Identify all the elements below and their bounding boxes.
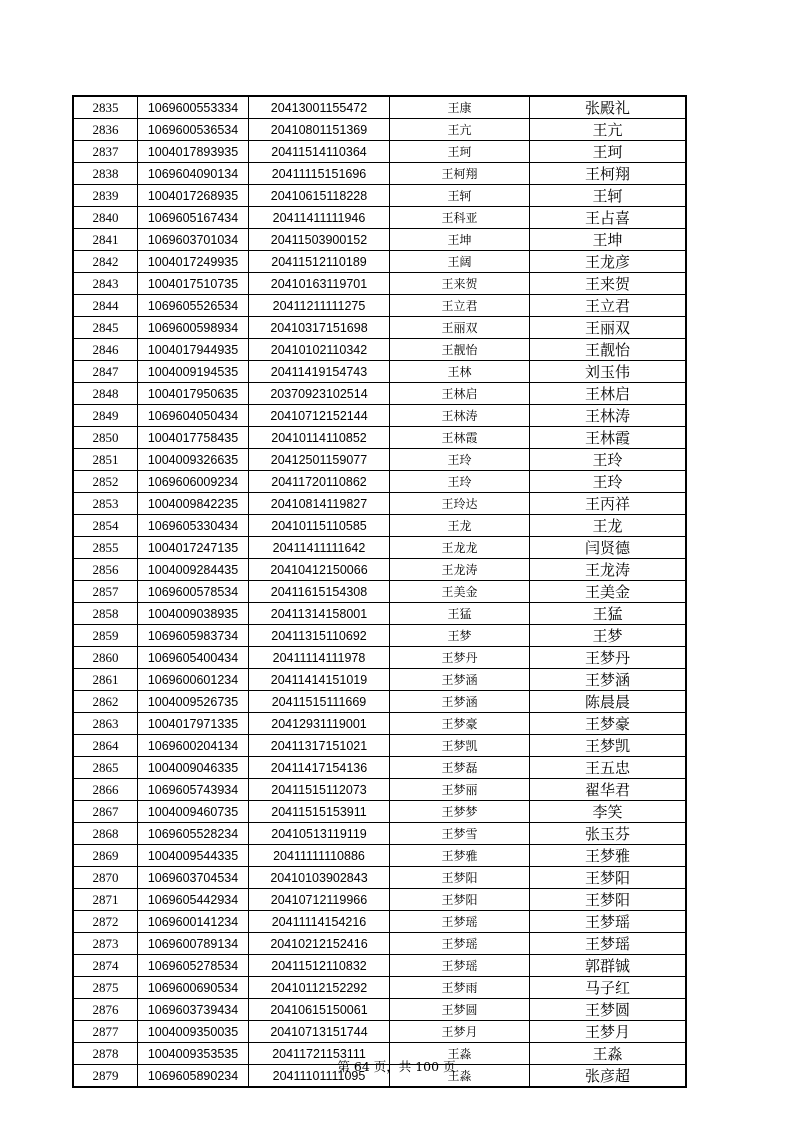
cell-name-2: 王梦阳 — [530, 889, 687, 911]
cell-seq: 2864 — [73, 735, 138, 757]
cell-name-2: 王梦凯 — [530, 735, 687, 757]
cell-id: 20411115151696 — [249, 163, 390, 185]
cell-name-2: 王梦丹 — [530, 647, 687, 669]
cell-seq: 2849 — [73, 405, 138, 427]
cell-name: 王梦月 — [390, 1021, 530, 1043]
table-row — [73, 163, 686, 185]
cell-id: 20410713151744 — [249, 1021, 390, 1043]
table-row — [73, 581, 686, 603]
cell-name: 王玲 — [390, 471, 530, 493]
cell-seq: 2863 — [73, 713, 138, 735]
cell-id: 20411315110692 — [249, 625, 390, 647]
cell-name: 王梦豪 — [390, 713, 530, 735]
table-row — [73, 625, 686, 647]
cell-id: 20410615118228 — [249, 185, 390, 207]
table-row — [73, 383, 686, 405]
cell-code: 1004017950635 — [138, 383, 249, 405]
table-row — [73, 889, 686, 911]
cell-name-2: 王龙彦 — [530, 251, 687, 273]
table-row — [73, 427, 686, 449]
cell-name: 王梦丹 — [390, 647, 530, 669]
cell-name-2: 王轲 — [530, 185, 687, 207]
cell-seq: 2861 — [73, 669, 138, 691]
table-row — [73, 207, 686, 229]
cell-name: 王梦瑶 — [390, 955, 530, 977]
cell-code: 1069604090134 — [138, 163, 249, 185]
cell-code: 1069604050434 — [138, 405, 249, 427]
cell-id: 20410114110852 — [249, 427, 390, 449]
cell-code: 1004017510735 — [138, 273, 249, 295]
cell-name-2: 刘玉伟 — [530, 361, 687, 383]
cell-id: 20410212152416 — [249, 933, 390, 955]
cell-name: 王玲 — [390, 449, 530, 471]
cell-seq: 2839 — [73, 185, 138, 207]
cell-code: 1069600536534 — [138, 119, 249, 141]
cell-name-2: 王梦瑶 — [530, 911, 687, 933]
cell-seq: 2856 — [73, 559, 138, 581]
cell-name-2: 张彦超 — [530, 1065, 687, 1088]
table-row — [73, 999, 686, 1021]
cell-id: 20411419154743 — [249, 361, 390, 383]
cell-code: 1069600598934 — [138, 317, 249, 339]
cell-id: 20411721153111 — [249, 1043, 390, 1065]
cell-id: 20411314158001 — [249, 603, 390, 625]
cell-seq: 2860 — [73, 647, 138, 669]
cell-name: 王龙龙 — [390, 537, 530, 559]
table-row — [73, 96, 686, 119]
cell-code: 1069605278534 — [138, 955, 249, 977]
cell-name: 王梦梦 — [390, 801, 530, 823]
cell-seq: 2837 — [73, 141, 138, 163]
cell-id: 20410801151369 — [249, 119, 390, 141]
cell-name: 王猛 — [390, 603, 530, 625]
cell-name-2: 王梦圆 — [530, 999, 687, 1021]
cell-code: 1069600578534 — [138, 581, 249, 603]
table-row — [73, 537, 686, 559]
cell-name: 王梦凯 — [390, 735, 530, 757]
cell-id: 20370923102514 — [249, 383, 390, 405]
cell-name-2: 王立君 — [530, 295, 687, 317]
table-row — [73, 735, 686, 757]
table-row — [73, 933, 686, 955]
cell-name: 王丽双 — [390, 317, 530, 339]
cell-name: 王玲达 — [390, 493, 530, 515]
cell-name-2: 王靓怡 — [530, 339, 687, 361]
cell-name-2: 王猛 — [530, 603, 687, 625]
cell-code: 1069600204134 — [138, 735, 249, 757]
cell-name: 王林 — [390, 361, 530, 383]
table-row — [73, 955, 686, 977]
cell-id: 20410102110342 — [249, 339, 390, 361]
cell-seq: 2857 — [73, 581, 138, 603]
cell-code: 1069600553334 — [138, 96, 249, 119]
cell-seq: 2852 — [73, 471, 138, 493]
table-row — [73, 823, 686, 845]
cell-code: 1069603739434 — [138, 999, 249, 1021]
cell-seq: 2835 — [73, 96, 138, 119]
cell-seq: 2867 — [73, 801, 138, 823]
cell-code: 1004009046335 — [138, 757, 249, 779]
cell-seq: 2836 — [73, 119, 138, 141]
cell-code: 1004009353535 — [138, 1043, 249, 1065]
cell-id: 20410317151698 — [249, 317, 390, 339]
cell-name: 王梦磊 — [390, 757, 530, 779]
table-row — [73, 471, 686, 493]
cell-seq: 2870 — [73, 867, 138, 889]
table-row — [73, 119, 686, 141]
cell-code: 1004017758435 — [138, 427, 249, 449]
cell-code: 1004017268935 — [138, 185, 249, 207]
cell-seq: 2858 — [73, 603, 138, 625]
cell-code: 1069605330434 — [138, 515, 249, 537]
cell-id: 20410814119827 — [249, 493, 390, 515]
cell-name: 王美金 — [390, 581, 530, 603]
cell-name: 王轲 — [390, 185, 530, 207]
cell-code: 1069605743934 — [138, 779, 249, 801]
cell-id: 20411417154136 — [249, 757, 390, 779]
cell-seq: 2851 — [73, 449, 138, 471]
cell-seq: 2877 — [73, 1021, 138, 1043]
cell-name: 王阔 — [390, 251, 530, 273]
cell-seq: 2844 — [73, 295, 138, 317]
cell-seq: 2838 — [73, 163, 138, 185]
table-row — [73, 647, 686, 669]
cell-name-2: 王美金 — [530, 581, 687, 603]
cell-seq: 2868 — [73, 823, 138, 845]
table-row — [73, 515, 686, 537]
cell-name-2: 闫贤德 — [530, 537, 687, 559]
table-row — [73, 867, 686, 889]
cell-seq: 2848 — [73, 383, 138, 405]
cell-id: 20410412150066 — [249, 559, 390, 581]
cell-name-2: 王梦涵 — [530, 669, 687, 691]
cell-id: 20411111110886 — [249, 845, 390, 867]
table-row — [73, 339, 686, 361]
cell-code: 1069605167434 — [138, 207, 249, 229]
cell-name-2: 王玲 — [530, 471, 687, 493]
cell-id: 20411114111978 — [249, 647, 390, 669]
cell-name-2: 王梦瑶 — [530, 933, 687, 955]
cell-seq: 2874 — [73, 955, 138, 977]
table-row — [73, 449, 686, 471]
cell-name-2: 王梦 — [530, 625, 687, 647]
cell-seq: 2866 — [73, 779, 138, 801]
cell-id: 20410115110585 — [249, 515, 390, 537]
cell-code: 1069603701034 — [138, 229, 249, 251]
cell-name: 王林涛 — [390, 405, 530, 427]
table-row — [73, 669, 686, 691]
table-row — [73, 185, 686, 207]
cell-code: 1004009194535 — [138, 361, 249, 383]
cell-name: 王梦阳 — [390, 867, 530, 889]
cell-name: 王梦雪 — [390, 823, 530, 845]
cell-seq: 2859 — [73, 625, 138, 647]
cell-seq: 2871 — [73, 889, 138, 911]
cell-name-2: 王珂 — [530, 141, 687, 163]
cell-code: 1004009842235 — [138, 493, 249, 515]
table-row — [73, 493, 686, 515]
cell-id: 20411211111275 — [249, 295, 390, 317]
cell-name: 王坤 — [390, 229, 530, 251]
cell-code: 1069600789134 — [138, 933, 249, 955]
cell-name: 王亢 — [390, 119, 530, 141]
table-row — [73, 757, 686, 779]
cell-name: 王科亚 — [390, 207, 530, 229]
cell-code: 1069600690534 — [138, 977, 249, 999]
cell-name-2: 郭群铖 — [530, 955, 687, 977]
cell-seq: 2855 — [73, 537, 138, 559]
cell-id: 20411411111946 — [249, 207, 390, 229]
cell-name: 王龙 — [390, 515, 530, 537]
cell-id: 20411615154308 — [249, 581, 390, 603]
table-row — [73, 977, 686, 999]
cell-seq: 2845 — [73, 317, 138, 339]
cell-name: 王龙涛 — [390, 559, 530, 581]
records-table — [72, 95, 687, 1088]
records-table-body — [73, 96, 686, 1087]
cell-id: 20411515112073 — [249, 779, 390, 801]
cell-code: 1069605526534 — [138, 295, 249, 317]
cell-seq: 2865 — [73, 757, 138, 779]
cell-seq: 2869 — [73, 845, 138, 867]
cell-name-2: 王坤 — [530, 229, 687, 251]
cell-name: 王梦雨 — [390, 977, 530, 999]
table-row — [73, 779, 686, 801]
cell-name-2: 李笑 — [530, 801, 687, 823]
cell-seq: 2878 — [73, 1043, 138, 1065]
cell-id: 20411503900152 — [249, 229, 390, 251]
cell-code: 1004009526735 — [138, 691, 249, 713]
cell-seq: 2873 — [73, 933, 138, 955]
cell-seq: 2850 — [73, 427, 138, 449]
cell-id: 20410615150061 — [249, 999, 390, 1021]
table-row — [73, 295, 686, 317]
cell-seq: 2853 — [73, 493, 138, 515]
table-row — [73, 361, 686, 383]
cell-name-2: 陈晨晨 — [530, 691, 687, 713]
cell-name: 王梦瑶 — [390, 933, 530, 955]
cell-code: 1069603704534 — [138, 867, 249, 889]
cell-name-2: 王林启 — [530, 383, 687, 405]
table-row — [73, 273, 686, 295]
table-row — [73, 229, 686, 251]
table-row — [73, 603, 686, 625]
cell-code: 1004009326635 — [138, 449, 249, 471]
cell-name: 王来贺 — [390, 273, 530, 295]
cell-name-2: 王龙 — [530, 515, 687, 537]
cell-code: 1069606009234 — [138, 471, 249, 493]
table-row — [73, 713, 686, 735]
table-row — [73, 1021, 686, 1043]
table-row — [73, 911, 686, 933]
cell-seq: 2872 — [73, 911, 138, 933]
cell-code: 1069605442934 — [138, 889, 249, 911]
cell-id: 20410712152144 — [249, 405, 390, 427]
cell-id: 20411114154216 — [249, 911, 390, 933]
cell-id: 20411512110832 — [249, 955, 390, 977]
cell-seq: 2840 — [73, 207, 138, 229]
cell-id: 20412931119001 — [249, 713, 390, 735]
cell-name: 王梦阳 — [390, 889, 530, 911]
cell-name: 王淼 — [390, 1065, 530, 1088]
cell-code: 1069605983734 — [138, 625, 249, 647]
cell-seq: 2847 — [73, 361, 138, 383]
cell-id: 20411414151019 — [249, 669, 390, 691]
cell-name: 王立君 — [390, 295, 530, 317]
cell-id: 20411512110189 — [249, 251, 390, 273]
cell-code: 1069605890234 — [138, 1065, 249, 1088]
cell-code: 1069605528234 — [138, 823, 249, 845]
cell-id: 20411720110862 — [249, 471, 390, 493]
cell-code: 1004009460735 — [138, 801, 249, 823]
cell-name: 王柯翔 — [390, 163, 530, 185]
table-row — [73, 691, 686, 713]
cell-id: 20411515111669 — [249, 691, 390, 713]
cell-id: 20412501159077 — [249, 449, 390, 471]
cell-name: 王梦圆 — [390, 999, 530, 1021]
cell-id: 20411515153911 — [249, 801, 390, 823]
table-row — [73, 801, 686, 823]
table-row — [73, 141, 686, 163]
cell-code: 1004017944935 — [138, 339, 249, 361]
cell-id: 20411514110364 — [249, 141, 390, 163]
cell-id: 20410163119701 — [249, 273, 390, 295]
cell-code: 1004017893935 — [138, 141, 249, 163]
cell-seq: 2843 — [73, 273, 138, 295]
cell-seq: 2879 — [73, 1065, 138, 1088]
table-row — [73, 845, 686, 867]
cell-id: 20410513119119 — [249, 823, 390, 845]
cell-code: 1004017971335 — [138, 713, 249, 735]
cell-name-2: 翟华君 — [530, 779, 687, 801]
cell-id: 20411317151021 — [249, 735, 390, 757]
cell-seq: 2842 — [73, 251, 138, 273]
cell-seq: 2846 — [73, 339, 138, 361]
cell-name: 王靓怡 — [390, 339, 530, 361]
table-row — [73, 405, 686, 427]
cell-code: 1004009284435 — [138, 559, 249, 581]
table-row — [73, 251, 686, 273]
cell-name: 王林启 — [390, 383, 530, 405]
cell-name-2: 王玲 — [530, 449, 687, 471]
cell-id: 20413001155472 — [249, 96, 390, 119]
cell-id: 20410103902843 — [249, 867, 390, 889]
cell-name: 王林霞 — [390, 427, 530, 449]
cell-name-2: 王淼 — [530, 1043, 687, 1065]
cell-seq: 2876 — [73, 999, 138, 1021]
cell-name: 王珂 — [390, 141, 530, 163]
cell-name-2: 王来贺 — [530, 273, 687, 295]
cell-code: 1069600141234 — [138, 911, 249, 933]
cell-name-2: 王占喜 — [530, 207, 687, 229]
cell-code: 1004017249935 — [138, 251, 249, 273]
cell-name: 王梦瑶 — [390, 911, 530, 933]
cell-name: 王梦丽 — [390, 779, 530, 801]
cell-name-2: 王林涛 — [530, 405, 687, 427]
cell-name-2: 张玉芬 — [530, 823, 687, 845]
cell-name: 王梦雅 — [390, 845, 530, 867]
cell-name: 王梦涵 — [390, 669, 530, 691]
cell-seq: 2862 — [73, 691, 138, 713]
cell-id: 20410112152292 — [249, 977, 390, 999]
cell-name-2: 王梦阳 — [530, 867, 687, 889]
cell-name-2: 王丽双 — [530, 317, 687, 339]
cell-name-2: 王龙涛 — [530, 559, 687, 581]
cell-code: 1004009544335 — [138, 845, 249, 867]
cell-name-2: 王五忠 — [530, 757, 687, 779]
cell-name-2: 王梦豪 — [530, 713, 687, 735]
cell-name-2: 马子红 — [530, 977, 687, 999]
cell-name-2: 王柯翔 — [530, 163, 687, 185]
cell-seq: 2841 — [73, 229, 138, 251]
cell-name-2: 王林霞 — [530, 427, 687, 449]
cell-code: 1004017247135 — [138, 537, 249, 559]
cell-name-2: 王梦雅 — [530, 845, 687, 867]
cell-name-2: 王丙祥 — [530, 493, 687, 515]
cell-seq: 2875 — [73, 977, 138, 999]
cell-code: 1004009350035 — [138, 1021, 249, 1043]
table-row — [73, 559, 686, 581]
cell-id: 20410712119966 — [249, 889, 390, 911]
cell-name: 王梦 — [390, 625, 530, 647]
cell-id: 20411101111095 — [249, 1065, 390, 1088]
page-footer: 第 64 页，共 100 页 — [337, 1059, 456, 1074]
cell-name: 王淼 — [390, 1043, 530, 1065]
cell-name: 王康 — [390, 96, 530, 119]
cell-seq: 2854 — [73, 515, 138, 537]
cell-id: 20411411111642 — [249, 537, 390, 559]
cell-name-2: 王梦月 — [530, 1021, 687, 1043]
cell-name-2: 张殿礼 — [530, 96, 687, 119]
cell-name: 王梦涵 — [390, 691, 530, 713]
cell-code: 1069605400434 — [138, 647, 249, 669]
cell-name-2: 王亢 — [530, 119, 687, 141]
cell-code: 1069600601234 — [138, 669, 249, 691]
cell-code: 1004009038935 — [138, 603, 249, 625]
table-row — [73, 317, 686, 339]
